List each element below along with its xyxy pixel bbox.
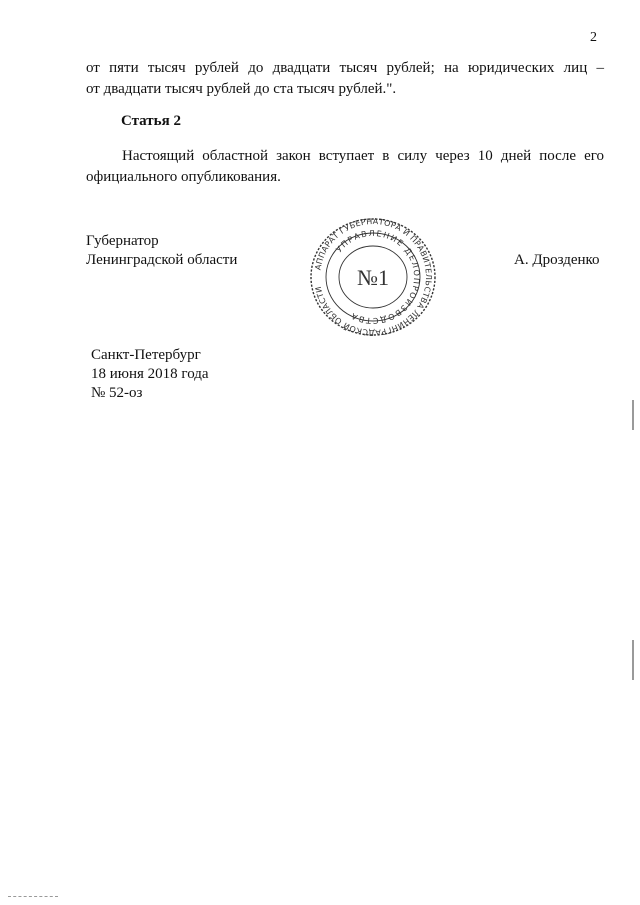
- scan-edge-mark: [632, 400, 634, 430]
- law-number: № 52-оз: [91, 385, 143, 401]
- scan-footer-mark: [8, 896, 58, 898]
- paragraph-continuation: [86, 58, 604, 100]
- signatory-title: [86, 232, 237, 270]
- stamp-inner-text: УПРАВЛЕНИЕ ДЕЛОПРОИЗВОДСТВА: [334, 228, 422, 326]
- official-stamp: [306, 215, 440, 339]
- paragraph-line-1: от пяти тысяч рублей до двадцати тысяч рублей; на юридических лиц –: [86, 60, 604, 76]
- article-text: [86, 146, 604, 188]
- stamp-number: №1: [357, 265, 389, 290]
- date: 18 июня 2018 года: [91, 366, 209, 382]
- article-heading: Статья 2: [121, 113, 181, 129]
- stamp-outer-text: АППАРАТ ГУБЕРНАТОРА И ПРАВИТЕЛЬСТВА ЛЕНИНГРАДСКОЙ ОБЛАСТИ: [313, 216, 434, 338]
- paragraph-line-2: от двадцати тысяч рублей до ста тысяч рублей.".: [86, 81, 397, 97]
- signatory-title-line-1: Губернатор: [86, 233, 159, 249]
- place-date-block: [91, 346, 209, 403]
- city: Санкт-Петербург: [91, 347, 201, 363]
- article-text-line-2: официального опубликования.: [86, 169, 281, 185]
- signatory-title-line-2: Ленинградской области: [86, 252, 238, 268]
- scan-edge-mark: [632, 640, 634, 680]
- article-text-line-1: Настоящий областной закон вступает в силу через 10 дней после его: [122, 148, 604, 164]
- page-number: 2: [590, 30, 597, 45]
- signatory-name: А. Дрозденко: [514, 252, 600, 268]
